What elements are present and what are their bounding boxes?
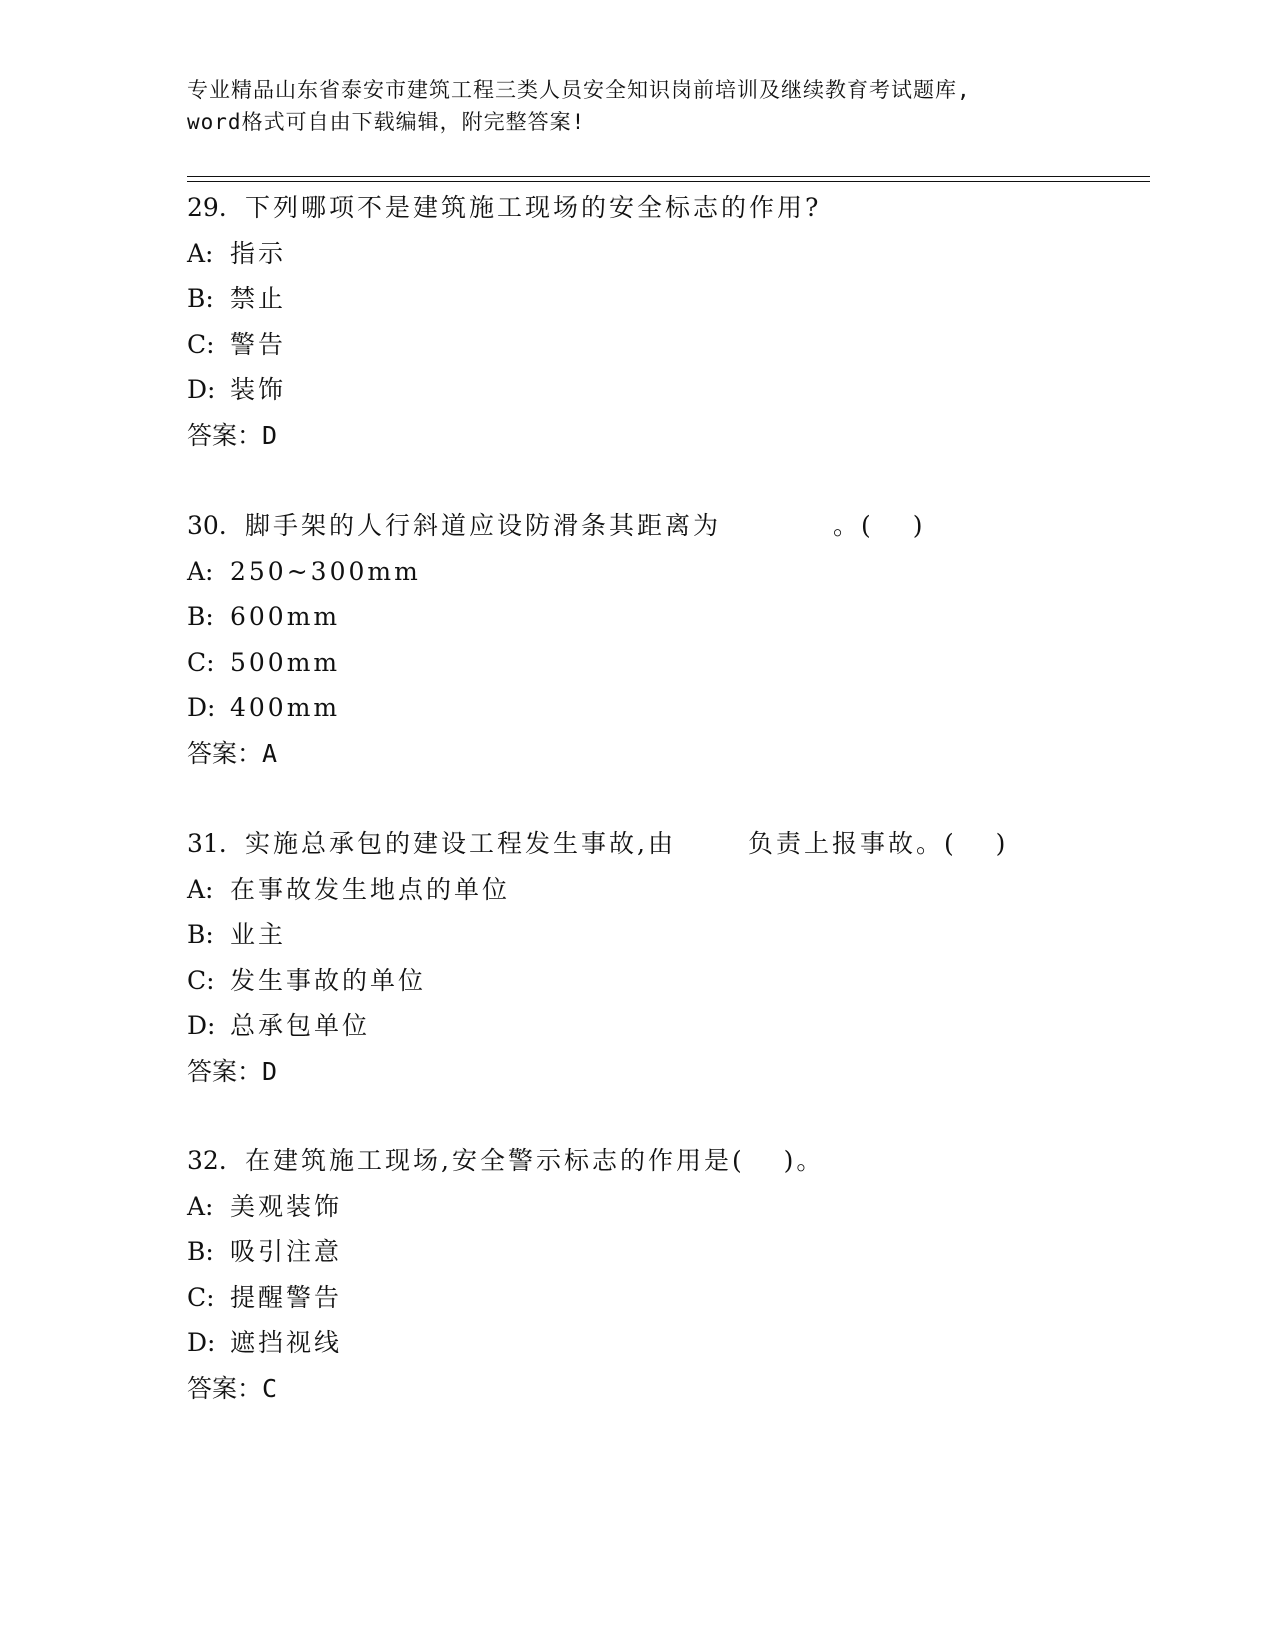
question-29 [187, 185, 1150, 458]
document-header [187, 74, 1087, 138]
question-30 [187, 503, 1150, 776]
question-text: 脚手架的人行斜道应设防滑条其距离为 [245, 511, 722, 540]
option-text: 美观装饰 [230, 1191, 343, 1221]
option-c [187, 1275, 1150, 1321]
option-d [187, 685, 1150, 731]
option-text: 250~300mm [230, 556, 421, 586]
question-number: 32. [187, 1146, 227, 1175]
answer-line [187, 1049, 1150, 1095]
option-text: 指示 [230, 238, 287, 268]
question-text: 实施总承包的建设工程发生事故,由 [245, 829, 676, 858]
option-letter: A: [187, 238, 214, 268]
option-letter: C: [187, 965, 215, 995]
option-d [187, 1320, 1150, 1366]
option-text: 业主 [230, 920, 287, 949]
question-number: 29. [187, 193, 227, 222]
answer-label: 答案： [187, 1373, 263, 1403]
question-number: 31. [187, 829, 227, 858]
option-letter: B: [187, 602, 214, 631]
question-text: 在建筑施工现场,安全警示标志的作用是( )。 [245, 1146, 825, 1175]
option-text: 遮挡视线 [230, 1328, 343, 1357]
option-letter: C: [187, 329, 215, 359]
question-text-after: 。( ) [833, 511, 926, 540]
answer-value: D [262, 1056, 278, 1086]
option-text: 500mm [230, 647, 341, 677]
option-letter: D: [187, 1328, 216, 1357]
question-title [187, 503, 1150, 549]
question-32 [187, 1138, 1150, 1411]
answer-line [187, 413, 1150, 459]
answer-label: 答案： [187, 738, 263, 768]
option-text: 总承包单位 [230, 1011, 371, 1040]
answer-line [187, 1366, 1150, 1412]
option-text: 吸引注意 [230, 1237, 343, 1266]
option-b [187, 594, 1150, 640]
question-title [187, 1138, 1150, 1184]
option-text: 400mm [230, 693, 341, 722]
question-title [187, 185, 1150, 231]
option-letter: A: [187, 556, 214, 586]
option-a [187, 867, 1150, 913]
option-d [187, 1003, 1150, 1049]
question-title [187, 821, 1150, 867]
option-text: 在事故发生地点的单位 [230, 874, 511, 904]
option-letter: B: [187, 920, 214, 949]
option-a [187, 1184, 1150, 1230]
option-text: 发生事故的单位 [230, 965, 427, 995]
option-text: 装饰 [230, 375, 287, 404]
header-line-1: 专业精品山东省泰安市建筑工程三类人员安全知识岗前培训及继续教育考试题库, [187, 78, 971, 102]
answer-value: A [262, 738, 278, 768]
option-b [187, 1229, 1150, 1275]
header-divider-top [187, 176, 1150, 177]
option-b [187, 276, 1150, 322]
answer-label: 答案： [187, 420, 263, 450]
option-a [187, 549, 1150, 595]
option-c [187, 640, 1150, 686]
option-text: 提醒警告 [230, 1282, 343, 1312]
option-letter: A: [187, 874, 214, 904]
answer-label: 答案： [187, 1056, 263, 1086]
option-letter: B: [187, 1237, 214, 1266]
answer-value: D [262, 420, 278, 450]
option-a [187, 231, 1150, 277]
option-letter: C: [187, 647, 215, 677]
question-31 [187, 821, 1150, 1094]
question-text: 下列哪项不是建筑施工现场的安全标志的作用? [245, 193, 822, 222]
answer-line [187, 731, 1150, 777]
answer-value: C [262, 1373, 278, 1403]
option-letter: C: [187, 1282, 215, 1312]
question-number: 30. [187, 511, 227, 540]
option-letter: D: [187, 693, 216, 722]
question-text-after: 负责上报事故。( ) [747, 829, 1009, 858]
option-letter: D: [187, 375, 216, 404]
option-b [187, 912, 1150, 958]
option-text: 禁止 [230, 284, 287, 313]
option-letter: A: [187, 1191, 214, 1221]
option-c [187, 958, 1150, 1004]
option-text: 600mm [230, 602, 341, 631]
header-line-2: word格式可自由下载编辑，附完整答案! [187, 110, 586, 134]
header-divider-bottom [187, 181, 1150, 182]
option-c [187, 322, 1150, 368]
option-letter: D: [187, 1011, 216, 1040]
option-text: 警告 [230, 329, 287, 359]
option-d [187, 367, 1150, 413]
option-letter: B: [187, 284, 214, 313]
